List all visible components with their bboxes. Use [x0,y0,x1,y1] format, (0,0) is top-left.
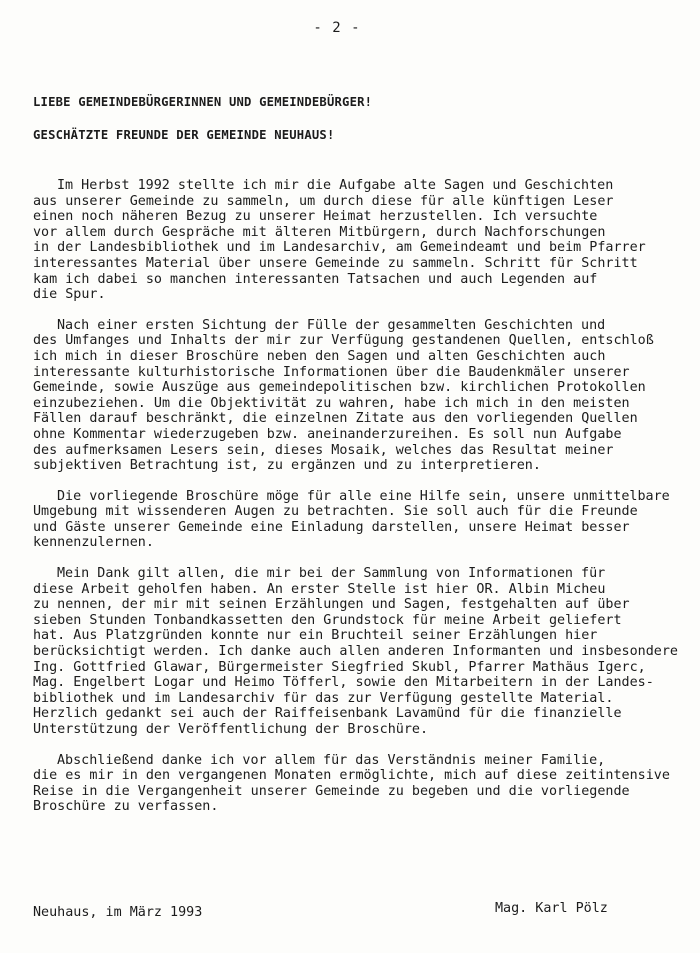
text-line: kam ich dabei so manchen interessanten Tatsachen und auch Legenden auf [33,271,598,287]
text-line: und Gäste unserer Gemeinde eine Einladung darstellen, unsere Heimat besser [33,519,630,535]
text-line: Mein Dank gilt allen, die mir bei der Sammlung von Informationen für [57,566,606,582]
paragraph-sources [33,318,683,474]
text-line: hat. Aus Platzgründen konnte nur ein Bruchteil seiner Erzählungen hier [33,628,598,644]
paragraph-purpose [33,489,683,551]
text-line: Nach einer ersten Sichtung der Fülle der gesammelten Geschichten und [57,317,606,333]
text-line: Broschüre zu verfassen. [33,799,219,815]
text-line: interessante kulturhistorische Informationen über die Baudenkmäler unserer [33,364,630,380]
text-line: Reise in die Vergangenheit unserer Gemeinde zu begeben und die vorliegende [33,783,630,799]
text-line: ich mich in dieser Broschüre neben den Sagen und alten Geschichten auch [33,348,606,364]
paragraph-family [33,753,683,815]
text-line: des aufmerksamen Lesers sein, dieses Mosaik, welches das Resultat meiner [33,442,614,458]
text-line: sieben Stunden Tonbandkassetten den Grundstock für meine Arbeit geliefert [33,612,622,628]
paragraph-thanks [33,566,683,738]
paragraph-intro [33,178,683,303]
text-line: ohne Kommentar wiederzugeben bzw. aneinanderzureihen. Es soll nun Aufgabe [33,426,622,442]
text-line: interessantes Material über unsere Gemeinde zu sammeln. Schritt für Schritt [33,255,638,271]
text-line: Mag. Engelbert Logar und Heimo Töfferl, sowie den Mitarbeitern in der Landes- [33,675,654,691]
text-line: einen noch näheren Bezug zu unserer Heimat herzustellen. Ich versuchte [33,209,598,225]
letter-body [33,178,683,830]
text-line: in der Landesbibliothek und im Landesarchiv, am Gemeindeamt und beim Pfarrer [33,240,646,256]
text-line: Umgebung mit wissenderen Augen zu betrachten. Sie soll auch für die Freunde [33,504,638,520]
text-line: diese Arbeit geholfen haben. An erster Stelle ist hier OR. Albin Micheu [33,581,606,597]
text-line: Im Herbst 1992 stellte ich mir die Aufgabe alte Sagen und Geschichten [57,178,614,193]
text-line: zu nennen, der mir mit seinen Erzählungen und Sagen, festgehalten auf über [33,597,630,613]
text-line: Die vorliegende Broschüre möge für alle eine Hilfe sein, unsere unmittelbare [57,488,670,504]
place-and-date: Neuhaus, im März 1993 [33,905,203,920]
salutation-citizens: LIEBE GEMEINDEBÜRGERINNEN UND GEMEINDEBÜRGER! [33,95,373,109]
text-line: Unterstützung der Veröffentlichung der Broschüre. [33,722,429,737]
salutation-friends: GESCHÄTZTE FREUNDE DER GEMEINDE NEUHAUS! [33,128,335,142]
text-line: subjektiven Betrachtung ist, zu ergänzen und zu interpretieren. [33,458,541,474]
text-line: vor allem durch Gespräche mit älteren Mitbürgern, durch Nachforschungen [33,224,606,240]
text-line: Gemeinde, sowie Auszüge aus gemeindepolitischen bzw. kirchlichen Protokollen [33,380,646,396]
author-signature: Mag. Karl Pölz [495,901,608,916]
text-line: kennenzulernen. [33,535,154,551]
text-line: Herzlich gedankt sei auch der Raiffeisenbank Lavamünd für die finanzielle [33,706,622,722]
text-line: einzubeziehen. Um die Objektivität zu wahren, habe ich mich in den meisten [33,395,630,411]
text-line: Abschließend danke ich vor allem für das Verständnis meiner Familie, [57,752,606,768]
text-line: die es mir in den vergangenen Monaten ermöglichte, mich auf diese zeitintensive [33,768,670,784]
text-line: bibliothek und im Landesarchiv für das zur Verfügung gestellte Material. [33,690,614,706]
text-line: Fällen darauf beschränkt, die einzelnen Zitate aus den vorliegenden Quellen [33,411,638,427]
text-line: berücksichtigt werden. Ich danke auch allen anderen Informanten und insbesondere [33,644,678,660]
text-line: des Umfanges und Inhalts der mir zur Verfügung gestandenen Quellen, entschloß [33,333,654,349]
text-line: aus unserer Gemeinde zu sammeln, um durch diese für alle künftigen Leser [33,193,614,209]
text-line: Ing. Gottfried Glawar, Bürgermeister Siegfried Skubl, Pfarrer Mathäus Igerc, [33,659,646,675]
text-line: die Spur. [33,287,106,303]
page-number: - 2 - [313,20,361,36]
